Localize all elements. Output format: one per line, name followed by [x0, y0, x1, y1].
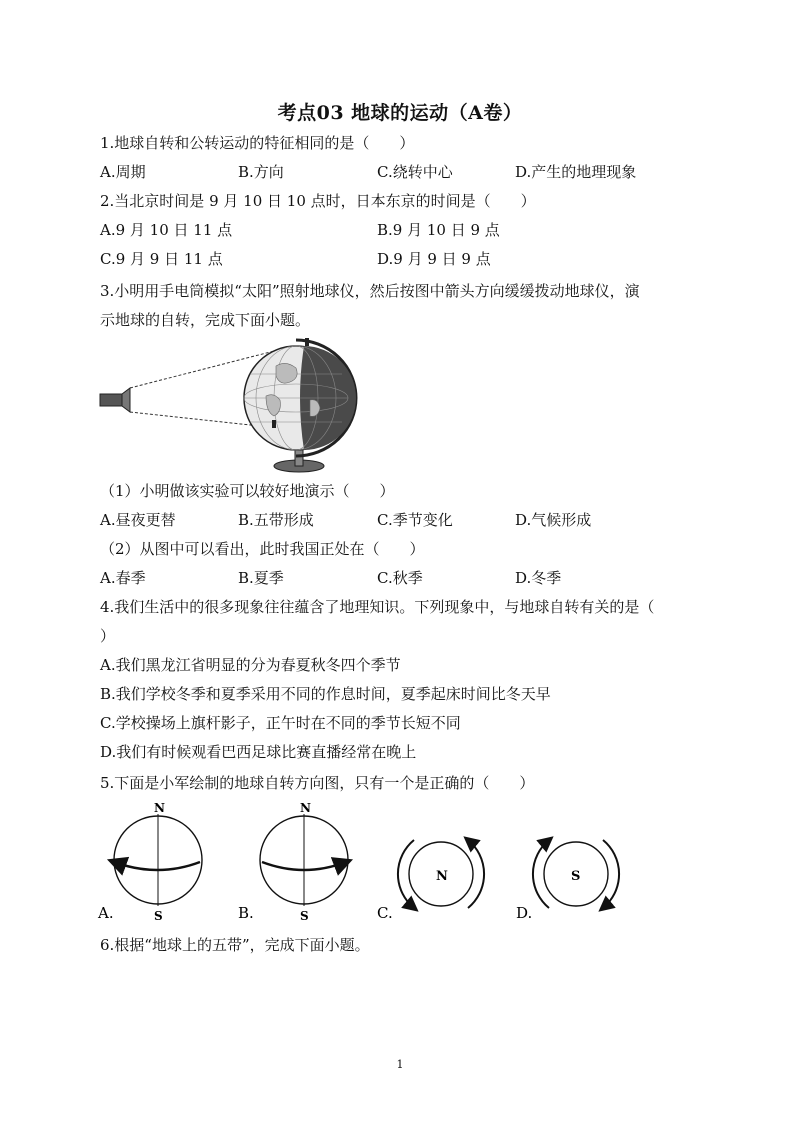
q4-option-d: D.我们有时候观看巴西足球比赛直播经常在晚上 [100, 743, 417, 761]
q3-sub2-stem: （2）从图中可以看出，此时我国正处在（ ） [100, 540, 425, 558]
q4-option-a: A.我们黑龙江省明显的分为春夏秋冬四个季节 [100, 656, 401, 674]
q1-stem: 1.地球自转和公转运动的特征相同的是（ ） [100, 134, 415, 152]
q4-option-b: B.我们学校冬季和夏季采用不同的作息时间，夏季起床时间比冬天早 [100, 685, 551, 703]
q2-option-a: A.9 月 10 日 11 点 [100, 221, 233, 239]
diagram-c [377, 840, 484, 922]
diagram-b [238, 801, 348, 923]
diagram-a-north-label: N [154, 801, 165, 815]
diagram-d-label: D. [516, 904, 533, 922]
q3-sub1-stem: （1）小明做该实验可以较好地演示（ ） [100, 482, 395, 500]
diagram-b-south-label: S [300, 909, 309, 923]
q4-stem-line1: 4.我们生活中的很多现象往往蕴含了地理知识。下列现象中，与地球自转有关的是（ [100, 598, 655, 616]
page-title: 考点03 地球的运动（A卷） [277, 102, 523, 124]
q2-option-d: D.9 月 9 日 9 点 [377, 250, 491, 268]
q1-option-b: B.方向 [238, 163, 284, 181]
diagram-b-label: B. [238, 904, 254, 922]
diagram-a-label: A. [98, 904, 114, 922]
q4-option-c: C.学校操场上旗杆影子，正午时在不同的季节长短不同 [100, 714, 461, 732]
q2-stem: 2.当北京时间是 9 月 10 日 10 点时，日本东京的时间是（ ） [100, 192, 536, 210]
q5-stem: 5.下面是小军绘制的地球自转方向图，只有一个是正确的（ ） [100, 774, 535, 792]
q2-option-b: B.9 月 10 日 9 点 [377, 221, 500, 239]
q3-sub1-option-c: C.季节变化 [377, 511, 453, 529]
q3-stem-line2: 示地球的自转，完成下面小题。 [100, 311, 311, 329]
q3-sub2-option-d: D.冬季 [515, 569, 562, 587]
page-number: 1 [396, 1058, 404, 1071]
flashlight-head [122, 388, 130, 412]
flashlight-globe-figure [96, 336, 366, 476]
q3-sub2-option-c: C.秋季 [377, 569, 423, 587]
q3-sub1-option-b: B.五带形成 [238, 511, 314, 529]
q3-sub1-option-d: D.气候形成 [515, 511, 592, 529]
diagram-c-label: C. [377, 904, 393, 922]
flashlight-body [100, 394, 122, 406]
q3-sub2-option-b: B.夏季 [238, 569, 284, 587]
q4-stem-line2: ） [100, 627, 116, 645]
q3-stem-line1: 3.小明用手电筒模拟“太阳”照射地球仪，然后按图中箭头方向缓缓拨动地球仪，演 [100, 282, 640, 300]
q1-option-c: C.绕转中心 [377, 163, 453, 181]
q6-stem: 6.根据“地球上的五带”，完成下面小题。 [100, 936, 370, 954]
diagram-b-north-label: N [300, 801, 311, 815]
diagram-a-south-label: S [154, 909, 163, 923]
diagram-a [97, 801, 202, 923]
q3-sub2-option-a: A.春季 [100, 569, 146, 587]
q2-option-c: C.9 月 9 日 11 点 [100, 250, 223, 268]
q1-option-d: D.产生的地理现象 [515, 163, 637, 181]
q3-sub1-option-a: A.昼夜更替 [100, 511, 176, 529]
diagram-c-north-label: N [436, 869, 448, 884]
diagram-d [516, 840, 619, 922]
q1-option-a: A.周期 [100, 163, 146, 181]
diagram-d-south-label: S [571, 869, 581, 884]
rotation-direction-diagrams [96, 800, 656, 925]
